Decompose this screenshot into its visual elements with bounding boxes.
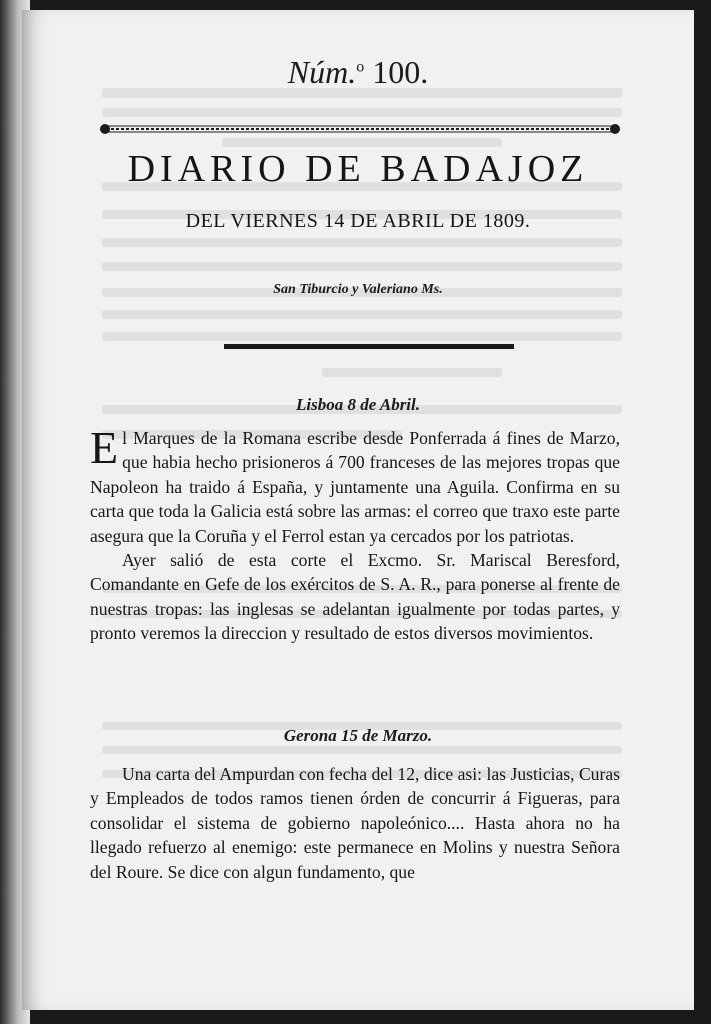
section-divider (224, 344, 514, 349)
issue-date-line: DEL VIERNES 14 DE ABRIL DE 1809. (185, 210, 531, 232)
masthead-title: DIARIO DE BADAJOZ (127, 148, 589, 190)
drop-cap: E (90, 422, 119, 473)
article-lisboa (90, 422, 620, 646)
article-paragraph (90, 422, 620, 548)
paragraph-text: l Marques de la Romana escribe desde Ponferrada á fines de Marzo, que habia hecho prisioneros á 700 franceses de las mejores tropas que Napoleon ha traido á España, y juntamente una Aguila. Confirma en su carta que toda la Galicia está sobre las armas: el correo que traxo este parte asegura que la Coruña y el Ferrol estan ya cercados por los patriotas. (90, 428, 620, 546)
dateline-lisboa: Lisboa 8 de Abril. (295, 395, 421, 414)
newspaper-page (22, 10, 694, 1010)
ornamental-rule (100, 123, 620, 135)
dateline-gerona: Gerona 15 de Marzo. (283, 726, 433, 745)
issue-number-label: Núm. (287, 54, 357, 90)
issue-number-value: 100. (372, 54, 429, 90)
article-paragraph: Ayer salió de esta corte el Excmo. Sr. Mariscal Beresford, Comandante en Gefe de los exércitos de S. A. R., para ponerse al frente de nuestras tropas: las inglesas se adelantan igualmente por todas partes, y pronto veremos la direccion y resultado de estos diversos movimientos. (90, 550, 620, 644)
article-paragraph: Una carta del Ampurdan con fecha del 12, dice asi: las Justicias, Curas y Empleados de todos ramos tienen órden de concurrir á Figueras, para consolidar el sistema de gobierno napoleónico.... Hasta ahora no ha llegado refuerzo al enemigo: este permanece en Molins y nuestra Señora del Roure. Se dice con algun fundamento, que (90, 764, 620, 882)
issue-number-sup: o (356, 58, 365, 76)
article-gerona (90, 762, 620, 884)
issue-number (22, 54, 694, 91)
saints-of-day: San Tiburcio y Valeriano Ms. (273, 282, 443, 297)
